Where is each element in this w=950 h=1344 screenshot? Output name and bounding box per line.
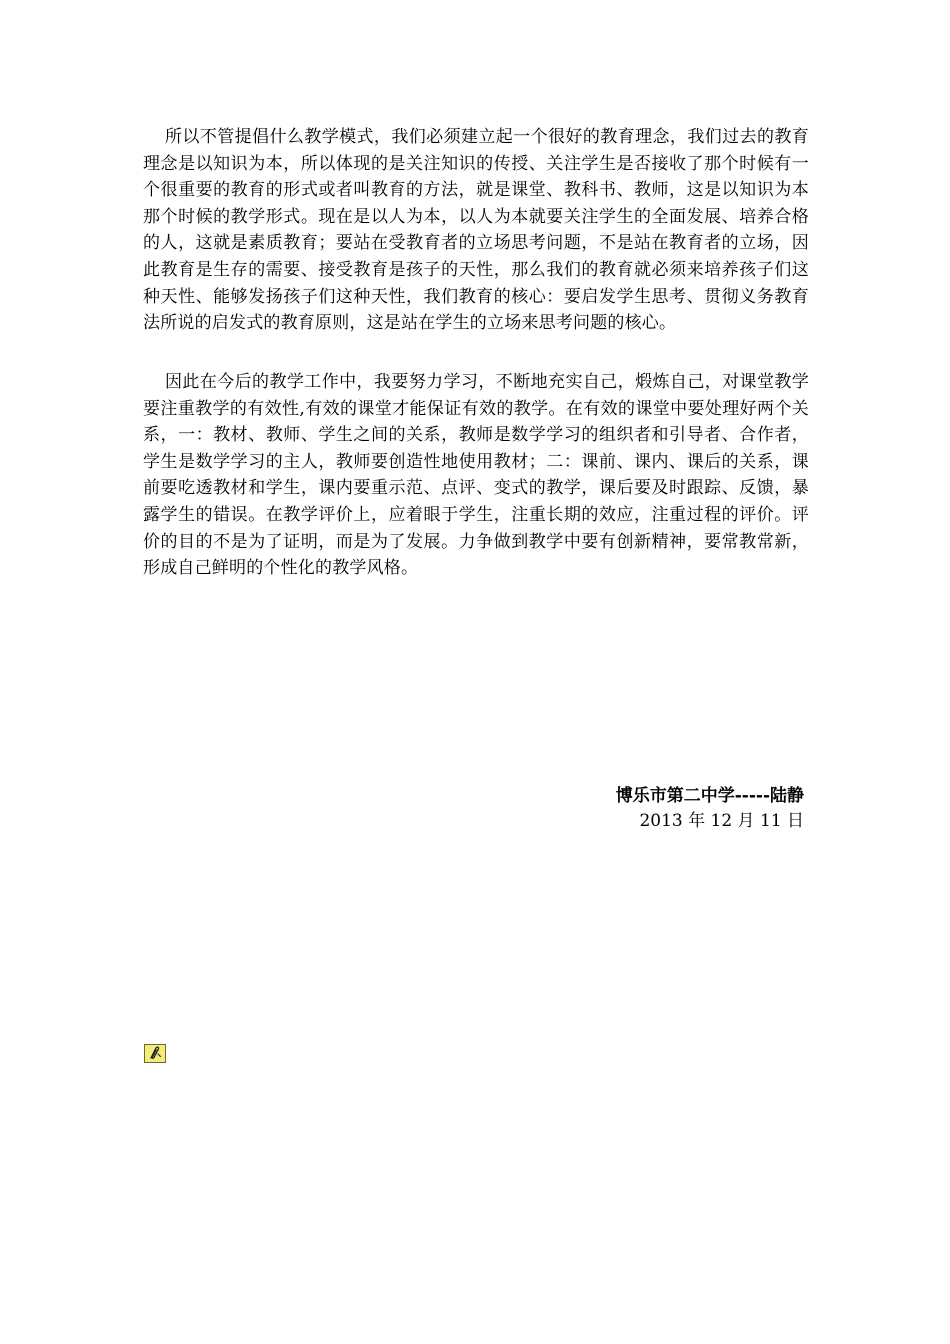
embedded-object-icon[interactable]	[144, 1044, 166, 1063]
body-paragraph: 因此在今后的教学工作中，我要努力学习，不断地充实自己，煅炼自己，对课堂教学要注重教学的有效性,有效的课堂才能保证有效的教学。在有效的课堂中要处理好两个关系，一：教材、教师、学生之间的关系，教师是数学学习的组织者和引导者、合作者，学生是数学学习的主人，教师要创造性地使用教材；二：课前、课内、课后的关系，课前要吃透教材和学生，课内要重示范、点评、变式的教学，课后要及时跟踪、反馈，暴露学生的错误。在教学评价上，应着眼于学生，注重长期的效应，注重过程的评价。评价的目的不是为了证明，而是为了发展。力争做到教学中要有创新精神，要常教常新，形成自己鲜明的个性化的教学风格。	[143, 372, 809, 579]
signature-school-author: 博乐市第二中学-----陆静	[615, 786, 804, 806]
signature-block	[616, 784, 804, 834]
signature-date: 2013 年 12 月 11 日	[639, 811, 804, 831]
body-paragraph: 所以不管提倡什么教学模式，我们必须建立起一个很好的教育理念，我们过去的教育理念是以知识为本，所以体现的是关注知识的传授、关注学生是否接收了那个时候有一个很重要的教育的形式或者叫教育的方法，就是课堂、教科书、教师，这是以知识为本那个时候的教学形式。现在是以人为本，以人为本就要关注学生的全面发展、培养合格的人，这就是素质教育；要站在受教育者的立场思考问题，不是站在教育者的立场，因此教育是生存的需要、接受教育是孩子的天性，那么我们的教育就必须来培养孩子们这种天性、能够发扬孩子们这种天性，我们教育的核心：要启发学生思考、贯彻义务教育法所说的启发式的教育原则，这是站在学生的立场来思考问题的核心。	[143, 127, 809, 334]
